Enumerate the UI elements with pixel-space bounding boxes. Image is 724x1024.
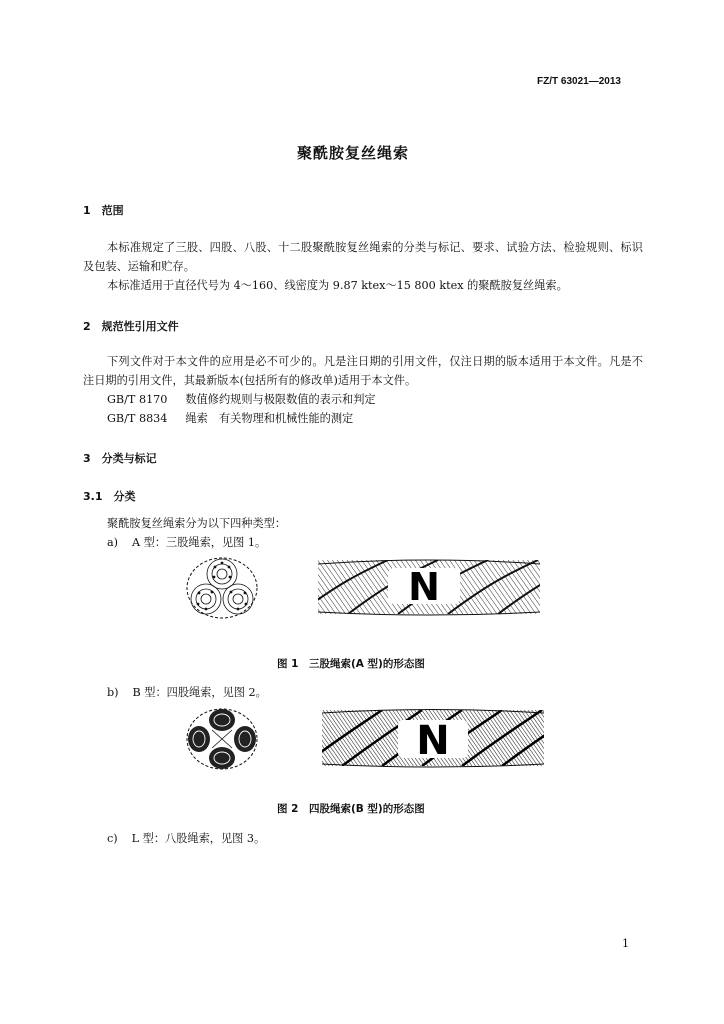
three-strand-rope-side-view-image bbox=[318, 554, 540, 620]
reference-title: 绳索 有关物理和机械性能的测定 bbox=[185, 412, 354, 425]
section-1-paragraph-2: 本标准适用于直径代号为 4～160、线密度为 9.87 ktex～15 800 ktex 的聚酰胺复丝绳索。 bbox=[107, 279, 568, 292]
section-1-heading: 1 范围 bbox=[83, 204, 124, 217]
list-item-b bbox=[107, 683, 267, 702]
figure-2-caption: 图 2 四股绳索(B 型)的形态图 bbox=[277, 803, 425, 815]
list-item-a bbox=[107, 533, 266, 552]
section-3-heading: 3 分类与标记 bbox=[83, 452, 157, 465]
reference-title: 数值修约规则与极限数值的表示和判定 bbox=[185, 393, 376, 406]
list-text: B 型：四股绳索，见图 2。 bbox=[132, 686, 267, 699]
list-text: A 型：三股绳索，见图 1。 bbox=[132, 536, 267, 549]
section-3-1-intro: 聚酰胺复丝绳索分为以下四种类型： bbox=[107, 517, 287, 530]
list-item-c bbox=[107, 829, 265, 848]
section-2-paragraph: 下列文件对于本文件的应用是必不可少的。凡是注日期的引用文件，仅注日期的版本适用于本文件。凡是不注日期的引用文件，其最新版本(包括所有的修改单)适用于本文件。 bbox=[83, 355, 643, 387]
list-marker: b) bbox=[107, 686, 119, 699]
standard-code: FZ/T 63021—2013 bbox=[537, 76, 621, 87]
section-2-heading: 2 规范性引用文件 bbox=[83, 320, 179, 333]
figure-letter: N bbox=[408, 565, 440, 609]
reference-item bbox=[107, 409, 353, 428]
page-number: 1 bbox=[622, 937, 630, 950]
four-strand-cross-section-image bbox=[184, 706, 260, 772]
four-strand-rope-side-view-image bbox=[322, 704, 544, 772]
list-marker: c) bbox=[107, 832, 118, 845]
section-1-paragraph-1: 本标准规定了三股、四股、八股、十二股聚酰胺复丝绳索的分类与标记、要求、试验方法、检验规则、标识及包装、运输和贮存。 bbox=[83, 241, 643, 273]
figure-letter: N bbox=[416, 718, 450, 764]
three-strand-cross-section-image bbox=[184, 555, 260, 621]
list-marker: a) bbox=[107, 536, 119, 549]
reference-code: GB/T 8170 bbox=[107, 393, 168, 406]
document-title: 聚酰胺复丝绳索 bbox=[297, 144, 410, 162]
section-3-1-heading: 3.1 分类 bbox=[83, 490, 136, 503]
reference-item bbox=[107, 390, 376, 409]
figure-1-caption: 图 1 三股绳索(A 型)的形态图 bbox=[277, 658, 425, 670]
list-text: L 型：八股绳索，见图 3。 bbox=[131, 832, 266, 845]
reference-code: GB/T 8834 bbox=[107, 412, 168, 425]
